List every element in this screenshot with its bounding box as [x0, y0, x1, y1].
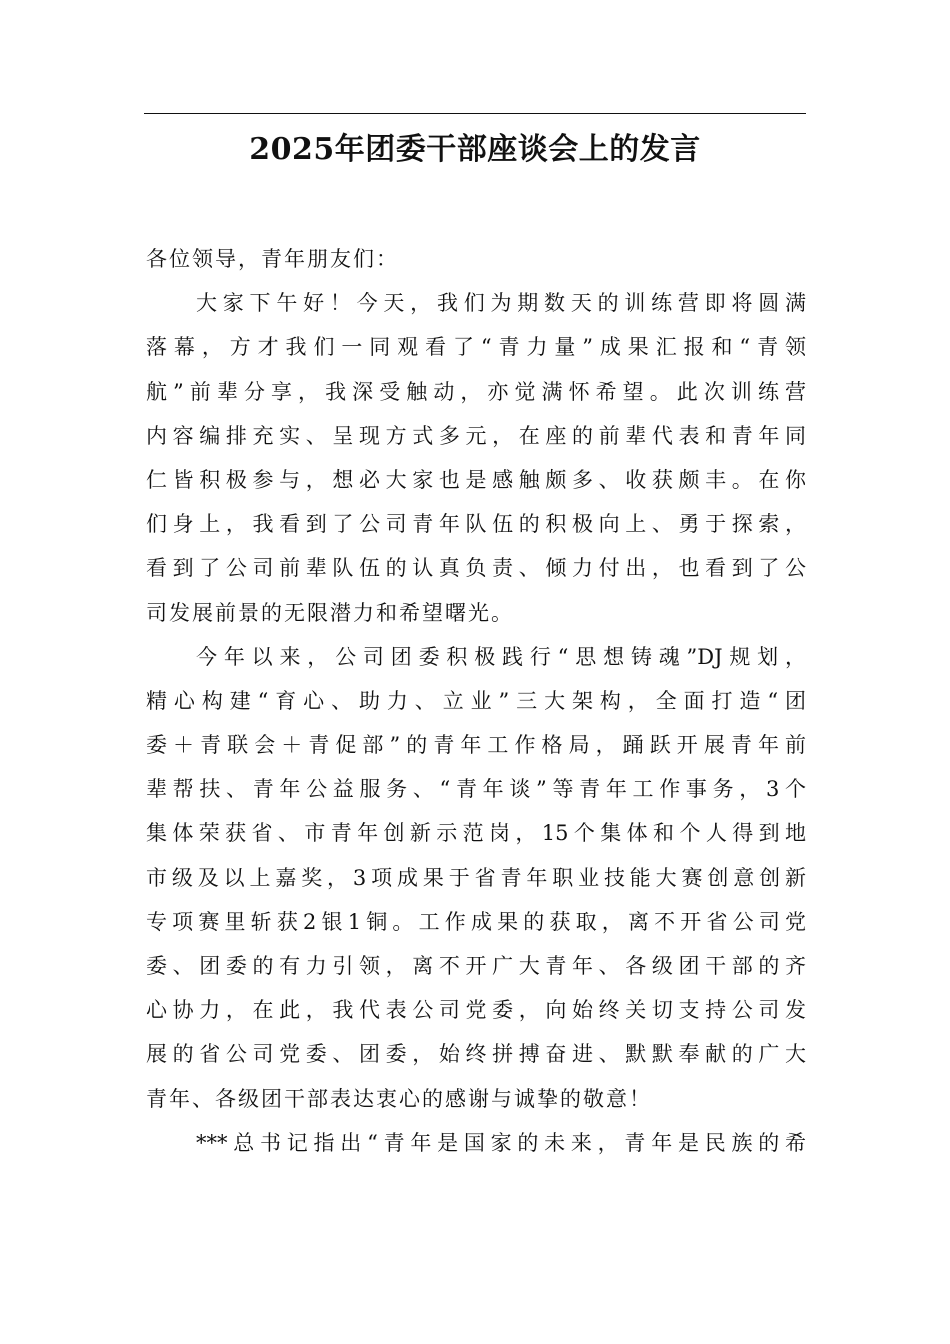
paragraph-2-line-10: 展的省公司党委、团委，始终拼搏奋进、默默奉献的广大 [146, 1042, 806, 1067]
paragraph-1-line-5: 仁皆积极参与，想必大家也是感触颇多、收获颇丰。在你 [146, 467, 806, 492]
paragraph-1-line-8: 司发展前景的无限潜力和希望曙光。 [146, 600, 514, 625]
salutation: 各位领导，青年朋友们： [146, 247, 399, 271]
paragraph-2-line-2: 精心构建“育心、助力、立业”三大架构，全面打造“团 [146, 688, 806, 713]
paragraph-2-line-3: 委＋青联会＋青促部”的青年工作格局，踊跃开展青年前 [146, 733, 806, 758]
document-body [146, 237, 806, 1165]
paragraph-2-line-8: 委、团委的有力引领，离不开广大青年、各级团干部的齐 [146, 954, 806, 978]
paragraph-2-line-7: 专项赛里斩获2银1铜。工作成果的获取，离不开省公司党 [146, 909, 806, 934]
paragraph-1-line-2: 落幕，方才我们一同观看了“青力量”成果汇报和“青领 [146, 335, 806, 360]
paragraph-1-line-7: 看到了公司前辈队伍的认真负责、倾力付出，也看到了公 [146, 556, 806, 581]
header-rule [144, 113, 806, 114]
document-title: 2025年团委干部座谈会上的发言 [249, 132, 701, 167]
paragraph-2-line-11: 青年、各级团干部表达衷心的感谢与诚挚的敬意！ [146, 1086, 652, 1111]
paragraph-2-line-4: 辈帮扶、青年公益服务、“青年谈”等青年工作事务，3个 [146, 777, 806, 802]
paragraph-2-line-6: 市级及以上嘉奖，3项成果于省青年职业技能大赛创意创新 [146, 865, 806, 890]
paragraph-1-line-3: 航”前辈分享，我深受触动，亦觉满怀希望。此次训练营 [146, 379, 806, 404]
paragraph-2-line-1: 今年以来，公司团委积极践行“思想铸魂”DJ规划， [196, 644, 806, 669]
paragraph-3-line-1: ***总书记指出“青年是国家的未来，青年是民族的希 [196, 1130, 806, 1155]
paragraph-1-line-4: 内容编排充实、呈现方式多元，在座的前辈代表和青年同 [146, 423, 806, 448]
paragraph-2-line-9: 心协力，在此，我代表公司党委，向始终关切支持公司发 [146, 998, 806, 1023]
paragraph-1-line-1: 大家下午好！今天，我们为期数天的训练营即将圆满 [196, 291, 806, 316]
paragraph-1-line-6: 们身上，我看到了公司青年队伍的积极向上、勇于探索， [146, 512, 806, 537]
paragraph-2-line-5: 集体荣获省、市青年创新示范岗，15个集体和个人得到地 [146, 821, 806, 846]
